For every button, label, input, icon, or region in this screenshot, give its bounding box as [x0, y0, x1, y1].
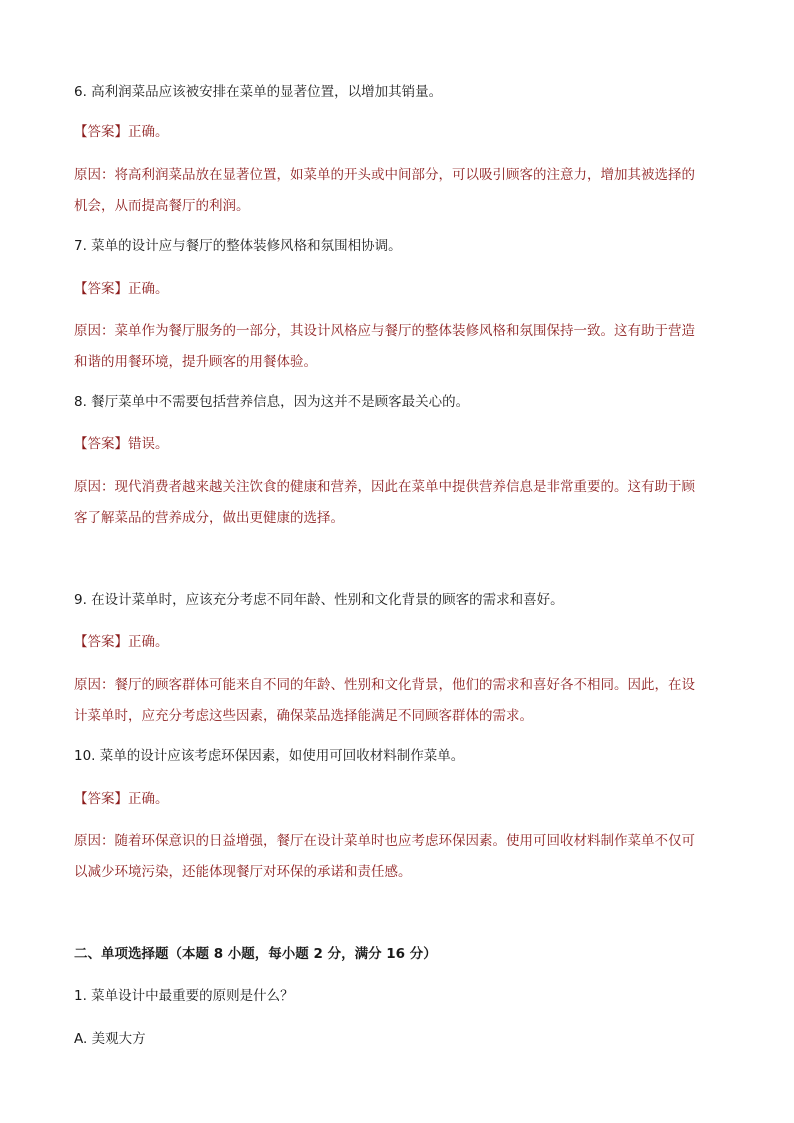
answer-8: 【答案】错误。: [74, 436, 169, 452]
answer-9: 【答案】正确。: [74, 634, 169, 650]
section-2-title: 二、单项选择题（本题 8 小题，每小题 2 分，满分 16 分）: [74, 946, 437, 962]
reason-7-line2: 和谐的用餐环境，提升顾客的用餐体验。: [74, 354, 317, 370]
answer-6: 【答案】正确。: [74, 124, 169, 140]
question-6: 6. 高利润菜品应该被安排在菜单的显著位置，以增加其销量。: [74, 84, 443, 100]
section-2-question-1: 1. 菜单设计中最重要的原则是什么？: [74, 988, 294, 1004]
option-a: A. 美观大方: [74, 1031, 146, 1047]
question-10: 10. 菜单的设计应该考虑环保因素，如使用可回收材料制作菜单。: [74, 748, 465, 764]
reason-8-line1: 原因：现代消费者越来越关注饮食的健康和营养，因此在菜单中提供营养信息是非常重要的。这有助于顾: [74, 479, 695, 495]
answer-7: 【答案】正确。: [74, 281, 169, 297]
reason-10-line2: 以减少环境污染，还能体现餐厅对环保的承诺和责任感。: [74, 864, 412, 880]
question-8: 8. 餐厅菜单中不需要包括营养信息，因为这并不是顾客最关心的。: [74, 394, 470, 410]
reason-8-line2: 客了解菜品的营养成分，做出更健康的选择。: [74, 510, 344, 526]
reason-9-line2: 计菜单时，应充分考虑这些因素，确保菜品选择能满足不同顾客群体的需求。: [74, 708, 533, 724]
question-9: 9. 在设计菜单时，应该充分考虑不同年龄、性别和文化背景的顾客的需求和喜好。: [74, 592, 564, 608]
answer-10: 【答案】正确。: [74, 791, 169, 807]
reason-9-line1: 原因：餐厅的顾客群体可能来自不同的年龄、性别和文化背景，他们的需求和喜好各不相同。因此，在设: [74, 677, 695, 693]
question-7: 7. 菜单的设计应与餐厅的整体装修风格和氛围相协调。: [74, 238, 402, 254]
reason-10-line1: 原因：随着环保意识的日益增强，餐厅在设计菜单时也应考虑环保因素。使用可回收材料制作菜单不仅可: [74, 833, 695, 849]
reason-6-line1: 原因：将高利润菜品放在显著位置，如菜单的开头或中间部分，可以吸引顾客的注意力，增加其被选择的: [74, 167, 695, 183]
reason-7-line1: 原因：菜单作为餐厅服务的一部分，其设计风格应与餐厅的整体装修风格和氛围保持一致。这有助于营造: [74, 323, 695, 339]
reason-6-line2: 机会，从而提高餐厅的利润。: [74, 198, 250, 214]
